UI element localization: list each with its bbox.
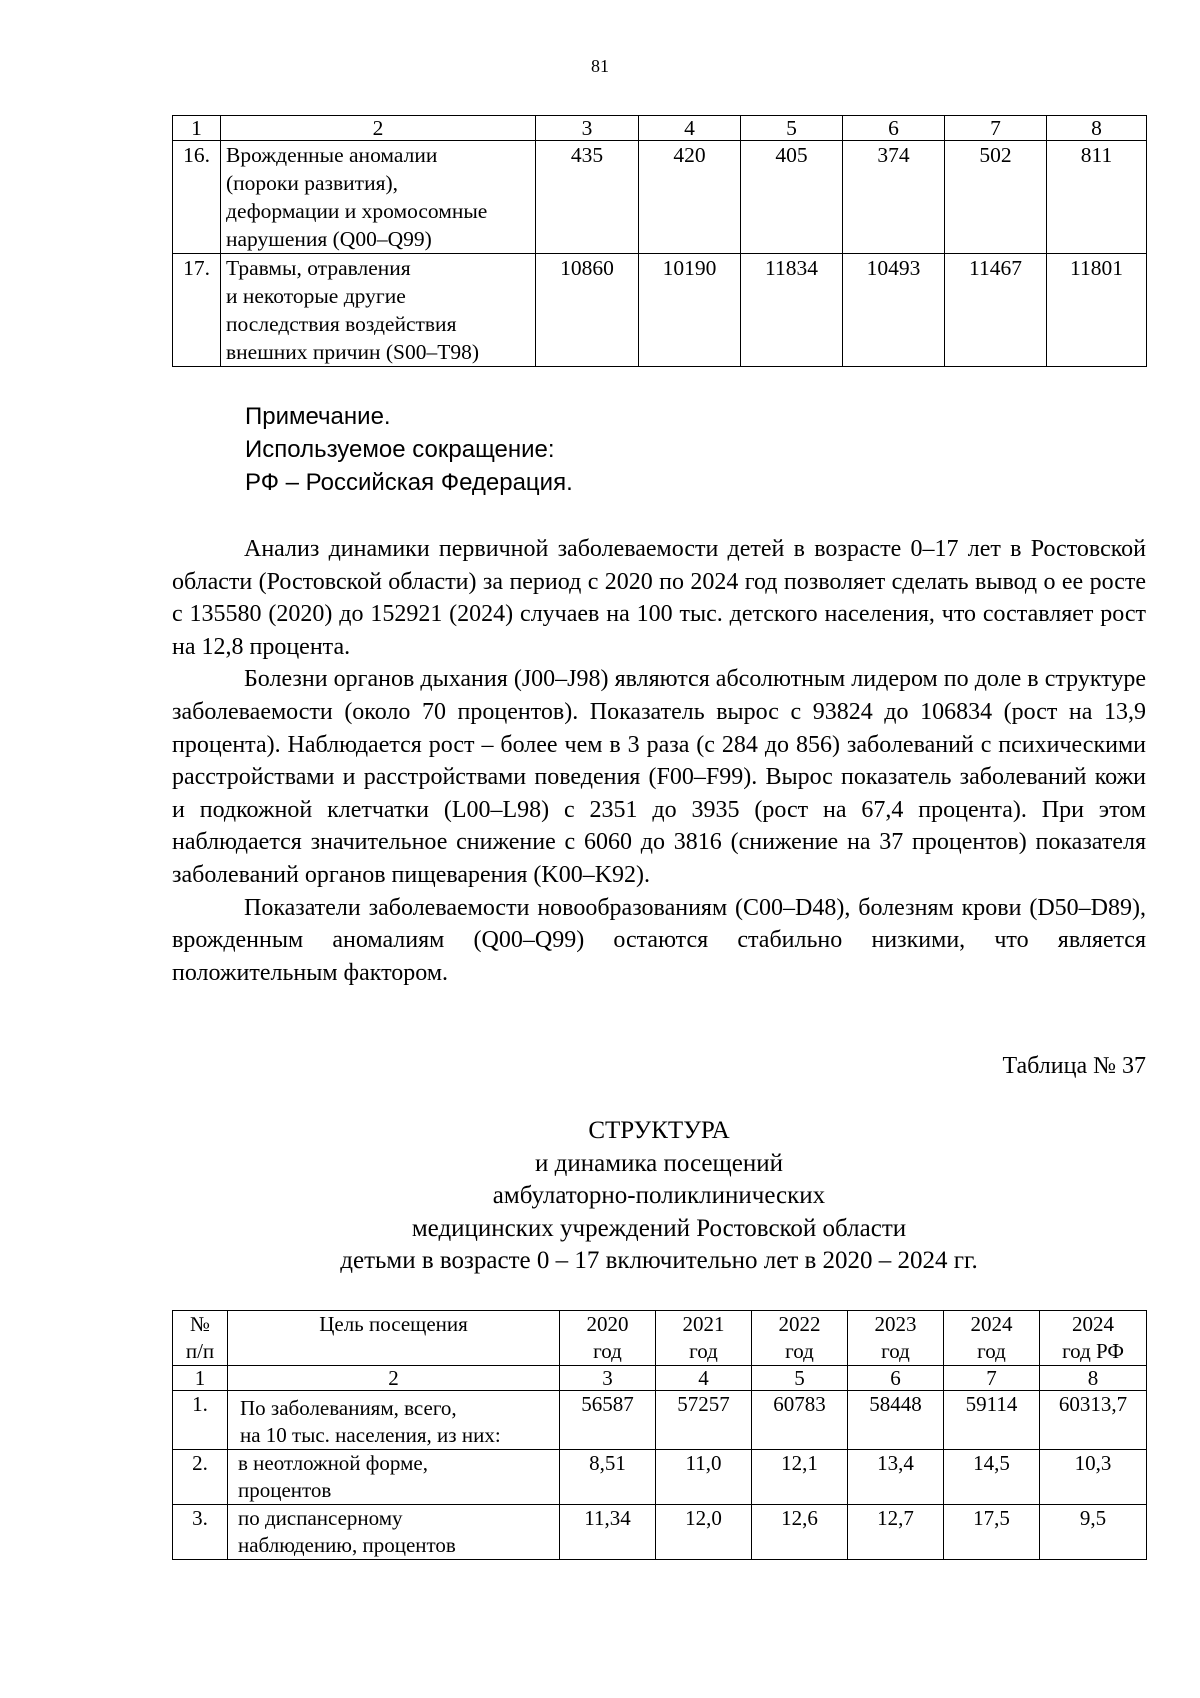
note-title: Примечание. bbox=[245, 403, 391, 430]
header-line: 2023 bbox=[874, 1312, 917, 1336]
column-number: 7 bbox=[944, 1366, 1040, 1391]
table-caption bbox=[172, 1115, 1146, 1278]
header-line: 2024 bbox=[1072, 1312, 1114, 1336]
table-row bbox=[173, 1450, 1147, 1505]
caption-line: и динамика посещений bbox=[535, 1149, 783, 1177]
row-name-line: деформации и хромосомные bbox=[226, 199, 488, 223]
row-number: 2. bbox=[173, 1450, 228, 1505]
column-number: 7 bbox=[945, 116, 1047, 141]
table-cell: 11467 bbox=[945, 254, 1047, 367]
paragraph: Анализ динамики первичной заболеваемости детей в возрасте 0–17 лет в Ростовской области (Ростовской области) за период с 2020 по 2024 год позволяет сделать вывод о ее росте с 135580 (2020) до 152921 (2024) случаев на 100 тыс. детского населения, что составляет рост на 12,8 процента. bbox=[172, 536, 1146, 660]
column-number: 2 bbox=[221, 116, 536, 141]
header-line: год bbox=[977, 1339, 1006, 1363]
row-name-line: последствия воздействия bbox=[226, 312, 457, 336]
table-cell: 811 bbox=[1047, 141, 1147, 254]
row-number: 1. bbox=[173, 1391, 228, 1450]
table-cell: 405 bbox=[741, 141, 843, 254]
table-cell: 10860 bbox=[536, 254, 639, 367]
table-row bbox=[173, 254, 1147, 367]
header-line: год bbox=[881, 1339, 910, 1363]
column-number: 5 bbox=[752, 1366, 848, 1391]
table-cell: 58448 bbox=[848, 1391, 944, 1450]
table-header-row bbox=[173, 116, 1147, 141]
table-cell: 57257 bbox=[656, 1391, 752, 1450]
table-cell: 12,1 bbox=[752, 1450, 848, 1505]
column-number: 5 bbox=[741, 116, 843, 141]
table-cell: 11801 bbox=[1047, 254, 1147, 367]
header-line: год bbox=[785, 1339, 814, 1363]
row-name-line: нарушения (Q00–Q99) bbox=[226, 227, 432, 251]
table-header-row bbox=[173, 1311, 1147, 1366]
row-name-line: по диспансерному bbox=[238, 1506, 403, 1530]
page-number: 81 bbox=[591, 56, 609, 76]
row-name-line: и некоторые другие bbox=[226, 284, 406, 308]
column-number: 8 bbox=[1040, 1366, 1147, 1391]
body-text bbox=[172, 533, 1146, 989]
row-name bbox=[228, 1450, 560, 1505]
header-year bbox=[848, 1311, 944, 1366]
header-line: 2024 bbox=[970, 1312, 1013, 1336]
header-year bbox=[656, 1311, 752, 1366]
header-line: год РФ bbox=[1062, 1339, 1124, 1363]
header-num bbox=[173, 1311, 228, 1366]
column-number: 3 bbox=[560, 1366, 656, 1391]
row-name bbox=[221, 141, 536, 254]
table-row bbox=[173, 141, 1147, 254]
header-year bbox=[560, 1311, 656, 1366]
paragraph: Показатели заболеваемости новообразованиям (C00–D48), болезням крови (D50–D89), врожденным аномалиям (Q00–Q99) остаются стабильно низкими, что является положительным фактором. bbox=[172, 894, 1146, 986]
table-cell: 13,4 bbox=[848, 1450, 944, 1505]
table-note bbox=[245, 400, 573, 499]
row-name-line: наблюдению, процентов bbox=[238, 1533, 456, 1557]
header-year bbox=[752, 1311, 848, 1366]
table-cell: 11,0 bbox=[656, 1450, 752, 1505]
column-number: 1 bbox=[173, 116, 221, 141]
table-cell: 9,5 bbox=[1040, 1505, 1147, 1560]
caption-title: СТРУКТУРА bbox=[588, 1117, 730, 1144]
row-number: 16. bbox=[173, 141, 221, 254]
table-cell: 11,34 bbox=[560, 1505, 656, 1560]
paragraph: Болезни органов дыхания (J00–J98) являются абсолютным лидером по доле в структуре заболеваемости (около 70 процентов). Показатель вырос с 93824 до 106834 (рост на 13,9 процента). Наблюдается рост – более чем в 3 раза (с 284 до 856) заболеваний с психическими расстройствами и расстройствами поведения (F00–F99). Вырос показатель заболеваний кожи и подкожной клетчатки (L00–L98) с 2351 до 3935 (рост на 67,4 процента). При этом наблюдается значительное снижение с 6060 до 3816 (снижение на 37 процентов) показателя заболеваний органов пищеварения (K00–K92). bbox=[172, 666, 1146, 888]
disease-table-continuation bbox=[172, 115, 1147, 367]
table-cell: 12,7 bbox=[848, 1505, 944, 1560]
row-name-line: Травмы, отравления bbox=[226, 256, 411, 280]
row-name-line: на 10 тыс. населения, из них: bbox=[240, 1423, 501, 1447]
column-number: 6 bbox=[843, 116, 945, 141]
table-cell: 11834 bbox=[741, 254, 843, 367]
column-number: 2 bbox=[228, 1366, 560, 1391]
row-name-line: Врожденные аномалии bbox=[226, 143, 438, 167]
table-cell: 10190 bbox=[639, 254, 741, 367]
column-number: 4 bbox=[639, 116, 741, 141]
note-line: Используемое сокращение: bbox=[245, 436, 555, 463]
column-number: 8 bbox=[1047, 116, 1147, 141]
header-line: 2021 bbox=[682, 1312, 725, 1336]
table-row bbox=[173, 1391, 1147, 1450]
table-cell: 60783 bbox=[752, 1391, 848, 1450]
row-number: 3. bbox=[173, 1505, 228, 1560]
visits-table bbox=[172, 1310, 1147, 1560]
table-index-row bbox=[173, 1366, 1147, 1391]
column-number: 4 bbox=[656, 1366, 752, 1391]
row-name bbox=[228, 1505, 560, 1560]
table-row bbox=[173, 1505, 1147, 1560]
row-name-line: По заболеваниям, всего, bbox=[240, 1396, 457, 1420]
column-number: 1 bbox=[173, 1366, 228, 1391]
caption-line: амбулаторно-поликлинических bbox=[492, 1182, 826, 1209]
header-line: № bbox=[189, 1312, 211, 1336]
table-cell: 502 bbox=[945, 141, 1047, 254]
header-year bbox=[944, 1311, 1040, 1366]
table-cell: 10493 bbox=[843, 254, 945, 367]
note-line: РФ – Российская Федерация. bbox=[245, 469, 573, 496]
column-number: 3 bbox=[536, 116, 639, 141]
table-cell: 12,6 bbox=[752, 1505, 848, 1560]
row-number: 17. bbox=[173, 254, 221, 367]
row-name-line: внешних причин (S00–T98) bbox=[226, 340, 480, 364]
row-name-line: процентов bbox=[238, 1478, 332, 1502]
header-purpose: Цель посещения bbox=[228, 1311, 560, 1366]
table-cell: 60313,7 bbox=[1040, 1391, 1147, 1450]
header-line: 2022 bbox=[778, 1312, 821, 1336]
header-line: год bbox=[593, 1339, 622, 1363]
row-name-line: в неотложной форме, bbox=[238, 1451, 428, 1475]
table-cell: 56587 bbox=[560, 1391, 656, 1450]
header-line: год bbox=[689, 1339, 718, 1363]
column-number: 6 bbox=[848, 1366, 944, 1391]
table-cell: 14,5 bbox=[944, 1450, 1040, 1505]
caption-line: детьми в возрасте 0 – 17 включительно лет в 2020 – 2024 гг. bbox=[340, 1247, 978, 1274]
table-label: Таблица № 37 bbox=[1002, 1053, 1146, 1079]
caption-line: медицинских учреждений Ростовской области bbox=[411, 1214, 907, 1242]
table-cell: 12,0 bbox=[656, 1505, 752, 1560]
row-name bbox=[221, 254, 536, 367]
row-name-line: (пороки развития), bbox=[226, 171, 399, 195]
table-cell: 435 bbox=[536, 141, 639, 254]
table-cell: 17,5 bbox=[944, 1505, 1040, 1560]
table-cell: 10,3 bbox=[1040, 1450, 1147, 1505]
table-cell: 420 bbox=[639, 141, 741, 254]
row-name bbox=[228, 1391, 560, 1450]
table-cell: 59114 bbox=[944, 1391, 1040, 1450]
table-cell: 374 bbox=[843, 141, 945, 254]
header-line: п/п bbox=[185, 1339, 215, 1363]
header-line: 2020 bbox=[586, 1312, 629, 1336]
header-year bbox=[1040, 1311, 1147, 1366]
table-cell: 8,51 bbox=[560, 1450, 656, 1505]
